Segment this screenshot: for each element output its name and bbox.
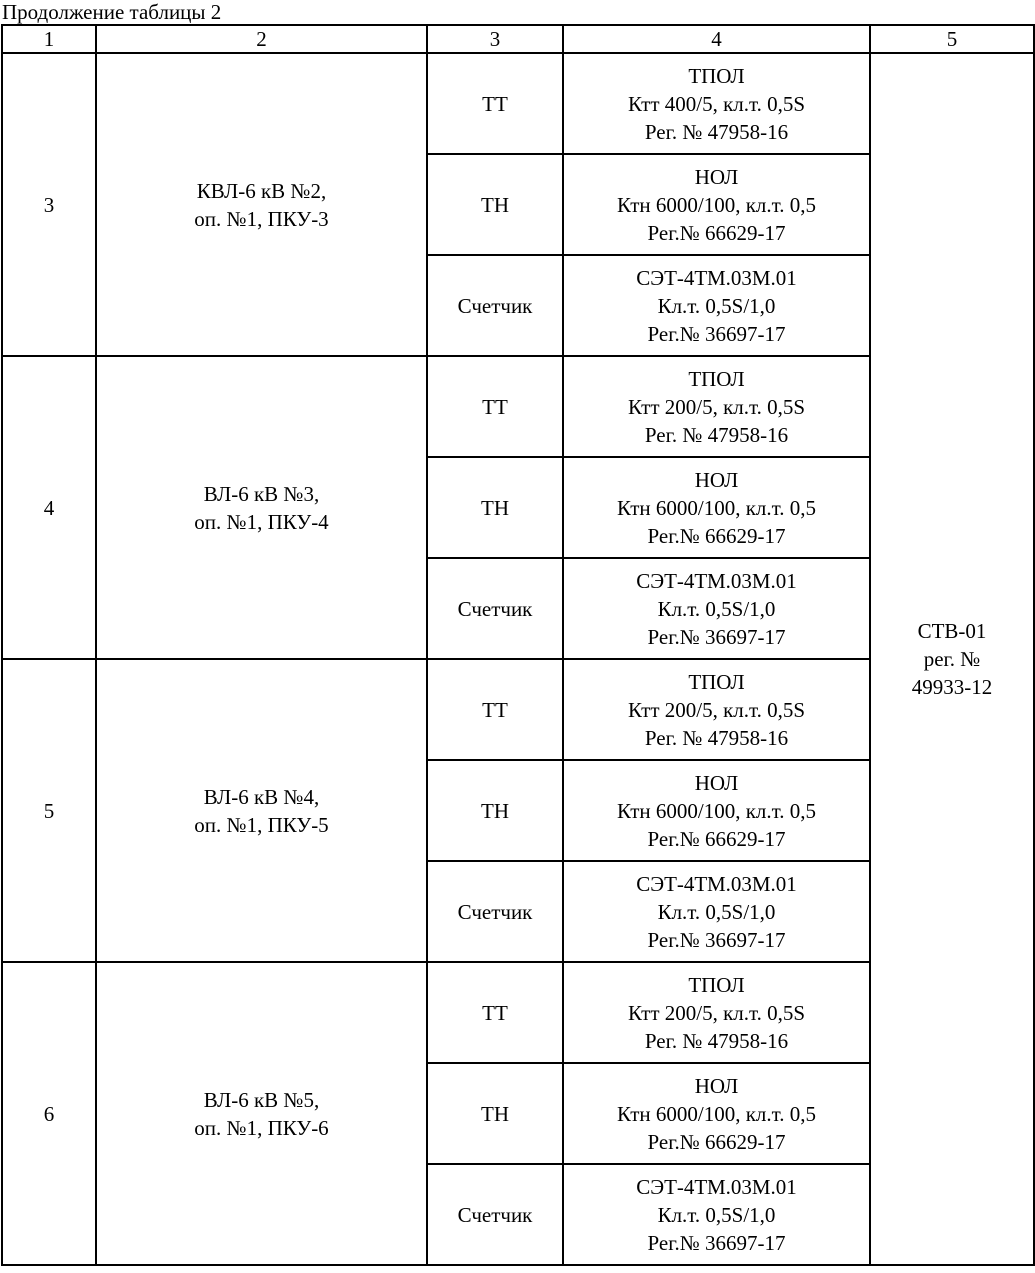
- device-description-line: СЭТ-4ТМ.03М.01: [636, 871, 797, 896]
- device-type-cell: ТТ: [427, 53, 563, 154]
- device-type-cell: ТН: [427, 760, 563, 861]
- equipment-table: [1, 24, 1035, 1266]
- device-description-line: Ктт 200/5, кл.т. 0,5S: [627, 1000, 806, 1025]
- device-type-cell: ТН: [427, 457, 563, 558]
- device-description-line: Ктн 6000/100, кл.т. 0,5: [617, 495, 816, 520]
- device-description-line: ТПОЛ: [688, 366, 745, 391]
- device-description-line: НОЛ: [694, 467, 739, 492]
- device-description-line: СЭТ-4ТМ.03М.01: [636, 1174, 797, 1199]
- device-description-cell: [563, 457, 870, 558]
- header-cell-4: 4: [563, 25, 870, 53]
- header-row: [2, 25, 1034, 53]
- device-description-cell: [563, 356, 870, 457]
- device-description-cell: [563, 255, 870, 356]
- connection-name-line: оп. №1, ПКУ-5: [194, 812, 329, 837]
- table-row: [2, 53, 1034, 154]
- device-description-cell: [563, 1164, 870, 1265]
- server-cell: [870, 53, 1034, 1265]
- device-description-line: Ктт 200/5, кл.т. 0,5S: [627, 697, 806, 722]
- device-description-cell: [563, 53, 870, 154]
- device-description-line: Рег.№ 66629-17: [647, 826, 786, 851]
- device-description-line: Кл.т. 0,5S/1,0: [657, 596, 776, 621]
- connection-name-line: КВЛ-6 кВ №2,: [196, 178, 327, 203]
- device-description-line: Рег.№ 36697-17: [647, 1230, 786, 1255]
- device-description-cell: [563, 760, 870, 861]
- device-description-line: Рег. № 47958-16: [644, 119, 789, 144]
- device-type-cell: ТТ: [427, 659, 563, 760]
- device-description-line: Ктн 6000/100, кл.т. 0,5: [617, 192, 816, 217]
- device-description-line: Кл.т. 0,5S/1,0: [657, 293, 776, 318]
- device-description-line: Ктн 6000/100, кл.т. 0,5: [617, 798, 816, 823]
- connection-name-line: оп. №1, ПКУ-4: [194, 509, 329, 534]
- device-description-line: ТПОЛ: [688, 972, 745, 997]
- connection-name-line: ВЛ-6 кВ №5,: [203, 1087, 320, 1112]
- row-number-cell: 5: [2, 659, 96, 962]
- device-description-line: СЭТ-4ТМ.03М.01: [636, 568, 797, 593]
- server-line: рег. №: [923, 647, 981, 671]
- device-description-line: Рег.№ 36697-17: [647, 624, 786, 649]
- connection-name-line: ВЛ-6 кВ №4,: [203, 784, 320, 809]
- connection-name-line: оп. №1, ПКУ-3: [194, 206, 329, 231]
- connection-name-cell: [96, 53, 427, 356]
- device-description-line: НОЛ: [694, 1073, 739, 1098]
- device-type-cell: ТТ: [427, 962, 563, 1063]
- device-description-line: Рег. № 47958-16: [644, 1028, 789, 1053]
- connection-name-line: ВЛ-6 кВ №3,: [203, 481, 320, 506]
- server-line: 49933-12: [911, 675, 993, 699]
- device-type-cell: Счетчик: [427, 861, 563, 962]
- device-description-line: Рег.№ 36697-17: [647, 927, 786, 952]
- device-description-line: Кл.т. 0,5S/1,0: [657, 899, 776, 924]
- header-cell-2: 2: [96, 25, 427, 53]
- device-description-line: ТПОЛ: [688, 63, 745, 88]
- device-description-line: СЭТ-4ТМ.03М.01: [636, 265, 797, 290]
- device-description-cell: [563, 861, 870, 962]
- device-type-cell: ТН: [427, 154, 563, 255]
- device-type-cell: ТН: [427, 1063, 563, 1164]
- device-description-line: НОЛ: [694, 164, 739, 189]
- table-body: [2, 25, 1034, 1265]
- connection-name-cell: [96, 659, 427, 962]
- device-description-line: Рег. № 47958-16: [644, 725, 789, 750]
- device-description-line: ТПОЛ: [688, 669, 745, 694]
- device-type-cell: Счетчик: [427, 255, 563, 356]
- device-description-line: Рег. № 47958-16: [644, 422, 789, 447]
- device-description-line: Рег.№ 36697-17: [647, 321, 786, 346]
- device-description-line: Ктт 200/5, кл.т. 0,5S: [627, 394, 806, 419]
- row-number-cell: 4: [2, 356, 96, 659]
- device-description-line: НОЛ: [694, 770, 739, 795]
- device-description-line: Рег.№ 66629-17: [647, 523, 786, 548]
- device-type-cell: Счетчик: [427, 1164, 563, 1265]
- connection-name-cell: [96, 356, 427, 659]
- device-description-line: Рег.№ 66629-17: [647, 220, 786, 245]
- device-description-cell: [563, 154, 870, 255]
- device-description-cell: [563, 659, 870, 760]
- table-caption: Продолжение таблицы 2: [2, 0, 222, 24]
- connection-name-line: оп. №1, ПКУ-6: [194, 1115, 329, 1140]
- server-line: СТВ-01: [917, 619, 987, 643]
- row-number-cell: 3: [2, 53, 96, 356]
- header-cell-1: 1: [2, 25, 96, 53]
- device-description-line: Рег.№ 66629-17: [647, 1129, 786, 1154]
- device-description-line: Ктт 400/5, кл.т. 0,5S: [627, 91, 806, 116]
- device-description-line: Кл.т. 0,5S/1,0: [657, 1202, 776, 1227]
- connection-name-cell: [96, 962, 427, 1265]
- device-description-cell: [563, 1063, 870, 1164]
- device-type-cell: ТТ: [427, 356, 563, 457]
- device-description-cell: [563, 962, 870, 1063]
- header-cell-3: 3: [427, 25, 563, 53]
- device-description-cell: [563, 558, 870, 659]
- device-description-line: Ктн 6000/100, кл.т. 0,5: [617, 1101, 816, 1126]
- row-number-cell: 6: [2, 962, 96, 1265]
- device-type-cell: Счетчик: [427, 558, 563, 659]
- header-cell-5: 5: [870, 25, 1034, 53]
